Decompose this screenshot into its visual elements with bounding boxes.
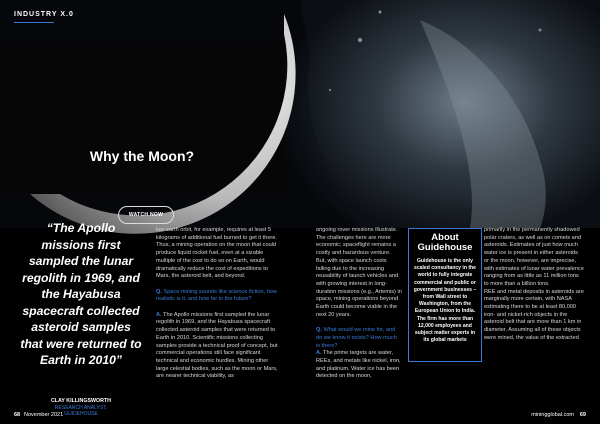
answer-text: The prime targets are water, REEs, and metals like nickel, iron, and platinum. Water ice has been detected on the moon, xyxy=(316,350,401,380)
pull-quote: “The Apollo missions first sampled the lunar regolith in 1969, and the Hayabusa spacecraft collected asteroid samples that were returned to Earth in 2010” xyxy=(20,221,142,367)
article-column-3 xyxy=(484,227,584,350)
page-number-left: 68 xyxy=(14,412,21,418)
issue-date: November 2021 xyxy=(24,412,64,418)
answer-label: A. xyxy=(316,350,322,357)
question-text: Space mining sounds like science fiction, how realistic is it, and how far in the future? xyxy=(156,288,277,303)
answer-text: The Apollo missions first sampled the lunar regolith in 1969, and the Hayabusa spacecraft collected asteroid samples that were returned to Earth in 2010. Scientific missions collecting samples provide a technical proof of concept, but commercial operations still face significant technical and economic hurdles. Mining other large celestial bodies, such as the moon or Mars, are nearer technical viability, as xyxy=(156,311,278,380)
article-column-2 xyxy=(316,227,402,389)
paragraph: low earth orbit, for example, requires at least 5 kilograms of additional fuel burned to get it there. Thus, a mining operation on the moon that could produce liquid rocket fuel, even at a sizable multiple of the cost to do so on Earth, would dramatically reduce the cost of expeditions to Mars, the asteroid belt, and beyond. xyxy=(156,227,277,280)
moon-image xyxy=(0,44,284,194)
watch-now-button[interactable]: WATCH NOW xyxy=(118,206,174,224)
paragraph: primarily in the permanently shadowed polar craters, as well as on comets and asteroids. Estimates of just how much water ice is present in either asteroids or the moon, however, are imprecise, with estimates of lunar water prevalence ranging from as little as 11 million tons to more than a billion tons. xyxy=(484,227,584,287)
quote-role-line1: RESEARCH ANALYST, xyxy=(54,405,108,411)
paragraph: REE and metal deposits in asteroids are marginally more certain, with NASA estimating there to be at least 80,000 iron- and nickel-rich objects in the asteroid belt that are more than 1 km in diameter. Assuming all of these objects were mined, the value of the extracted xyxy=(484,288,584,341)
paragraph: ongoing rover missions illustrate. The challenges here are more economic; spaceflight remains a costly and hazardous venture. But, with space launch costs falling due to the increasing reusability of launch vehicles and with growing interest in long-duration missions (e.g., Artemis) in space, mining operations beyond Earth could become viable in the next 20 years. xyxy=(316,227,402,318)
quote-role-line2: GUIDEHOUSE xyxy=(64,411,98,417)
section-rule xyxy=(14,22,54,23)
answer-label: A. xyxy=(156,311,162,318)
video-panel[interactable] xyxy=(0,44,284,218)
about-title-line2: Guidehouse xyxy=(417,242,473,253)
website-link[interactable]: miningglobal.com xyxy=(531,412,574,418)
article-column-1 xyxy=(156,227,280,389)
page-number-right: 69 xyxy=(579,412,586,418)
about-title xyxy=(412,233,478,253)
question-label: Q. xyxy=(156,288,162,295)
quote-author: CLAY KILLINGSWORTH xyxy=(50,398,112,404)
question xyxy=(156,289,280,304)
about-title-line1: About xyxy=(431,232,459,243)
answer xyxy=(156,312,280,381)
question-text: What would we mine for, and do we know it exists? How much is there? xyxy=(316,327,397,349)
video-title: Why the Moon? xyxy=(89,148,195,164)
section-label: INDUSTRY X.0 xyxy=(14,11,74,18)
question-label: Q. xyxy=(316,327,322,334)
question xyxy=(316,327,402,381)
about-box xyxy=(408,228,482,362)
about-body: Guidehouse is the only scaled consultancy in the world to fully integrate commercial and public or government businesses – from Wall street to Washington, from the European Union to India. The firm has more than 12,000 employees and subject matter experts in its global markets xyxy=(413,258,477,344)
